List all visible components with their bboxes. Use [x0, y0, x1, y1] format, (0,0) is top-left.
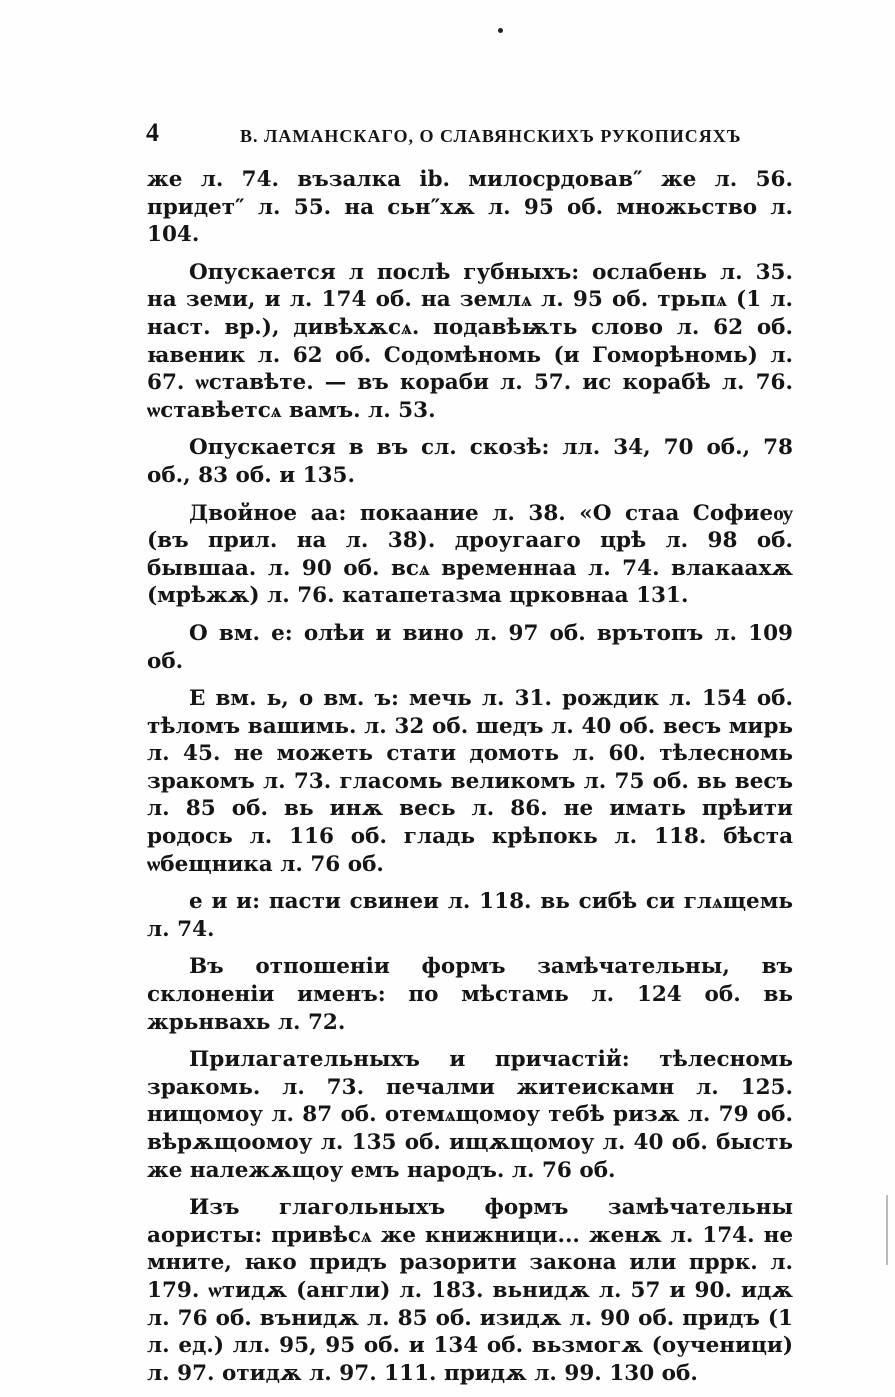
paragraph: же л. 74. възалка ib. милосрдовав″ же л. 56. придет″ л. 55. на сьн″хѫ л. 95 об. множьство л. 104.: [147, 167, 793, 248]
paragraph: О вм. е: олѣи и вино л. 97 об. врътопъ л. 109 об.: [147, 620, 793, 674]
ink-dot: [498, 28, 503, 33]
page-edge-mark: [886, 1195, 888, 1265]
paragraph: Опускается л послѣ губныхъ: ослабень л. 35. на земи, и л. 174 об. на землѧ л. 95 об. трьпѧ (1 л. наст. вр.), дивѣхѫсѧ. подавѣѭть слово л. 62 об. ꙗвеник л. 62 об. Содомѣномь (и Гоморѣномь) л. 67. ѡставѣте. — въ кораби л. 57. ис корабѣ л. 76. ѡставѣетсѧ вамъ. л. 53.: [147, 259, 793, 423]
paragraph: Въ отпошеніи формъ замѣчательны, въ склоненіи именъ: по мѣстамь л. 124 об. вь жрьнвахь л. 72.: [147, 954, 793, 1035]
paragraph: Изъ глагольныхъ формъ замѣчательны аористы: привѣсѧ же книжници... женѫ л. 174. не мните, ꙗко придъ разорити закона или пррк. л. 179. ѡтидѫ (англи) л. 183. вьнидѫ л. 57 и 90. идѫ л. 76 об. вънидѫ л. 85 об. изидѫ л. 90 об. придъ (1 л. ед.) лл. 95, 95 об. и 134 об. вьзмогѫ (оученици) л. 97. отидѫ л. 97. 111. придѫ л. 99. 130 об.: [147, 1195, 793, 1386]
paragraph: Двойное аа: покаание л. 38. «О стаа Софиеѹ (въ прил. на л. 38). дроугааго црѣ л. 98 об. бывшаа. л. 90 об. всѧ временнаа л. 74. влакаахѫ (мрѣжѫ) л. 76. катапетазма црковнаа 131.: [147, 500, 793, 609]
running-title: В. ЛАМАНСКАГО, О СЛАВЯНСКИХЪ РУКОПИСЯХЪ: [240, 126, 742, 146]
paragraph: Прилагательныхъ и причастій: тѣлесномь зракомь. л. 73. печалми житеискамн л. 125. нищомоу л. 87 об. отемѧщомоу тебѣ ризѫ л. 79 об. вѣрѫщоомоу л. 135 об. ищѫщомоу л. 40 об. бысть же належѫщоу емъ народъ. л. 76 об.: [147, 1047, 793, 1183]
page-header: [146, 118, 796, 148]
paragraph: е и и: пасти свинеи л. 118. вь сибѣ си глѧщемь л. 74.: [147, 889, 793, 942]
paragraph: Опускается в въ сл. скозѣ: лл. 34, 70 об., 78 об., 83 об. и 135.: [147, 435, 793, 488]
page-number: 4: [146, 118, 159, 147]
paragraph: Е вм. ь, о вм. ъ: мечь л. 31. рождик л. 154 об. тѣломъ вашимь. л. 32 об. шедъ л. 40 об. весъ мирь л. 45. не можеть стати домоть л. 60. тѣлесномь зракомъ л. 73. гласомь великомъ л. 75 об. вь весъ л. 85 об. вь инѫ весь л. 86. не имать прѣити родось л. 116 об. гладь крѣпокь л. 118. бѣста ѡбещника л. 76 об.: [147, 686, 793, 877]
text-body: [147, 166, 793, 1397]
